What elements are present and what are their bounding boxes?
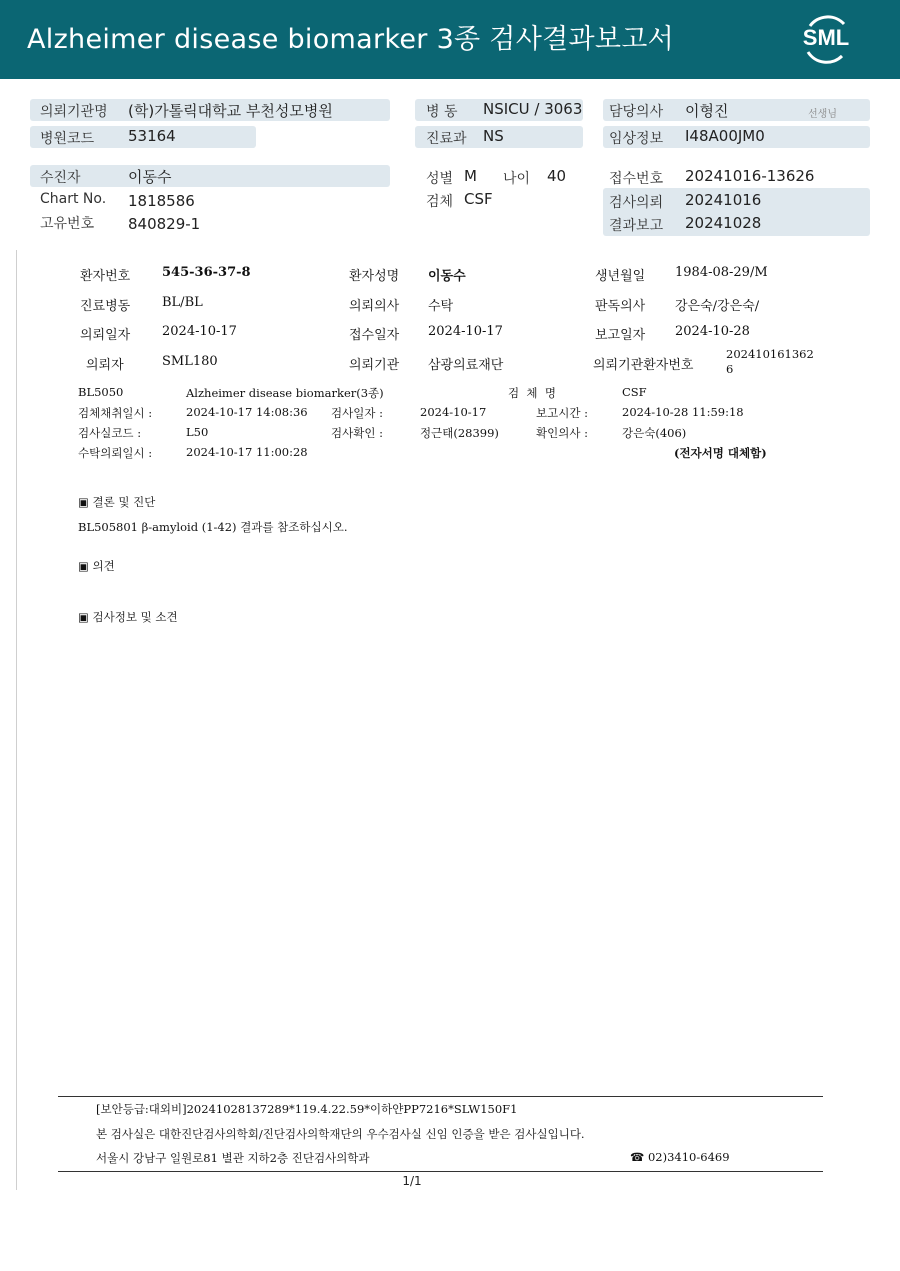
section-conclusion-heading: ▣ 결론 및 진단 <box>78 495 156 509</box>
footer-bottom-rule <box>58 1171 823 1172</box>
birth-value: 1984-08-29/M <box>675 265 768 280</box>
rep-date-value: 2024-10-28 <box>675 324 750 339</box>
req-date-value: 2024-10-17 <box>162 324 237 339</box>
esign-note: (전자서명 대체함) <box>674 446 767 460</box>
requester-value: SML180 <box>162 354 218 369</box>
contract-label: 수탁의뢰일시 : <box>78 446 153 460</box>
rec-date-label: 접수일자 <box>349 328 400 343</box>
test-date-label: 검사일자 : <box>331 406 383 420</box>
ward-value: NSICU / 3063 <box>483 100 583 118</box>
report-time-label: 보고시간 : <box>536 406 588 420</box>
specimen-value: CSF <box>464 190 493 208</box>
patient-name-value: 이동수 <box>428 269 466 284</box>
rep-date-label: 보고일자 <box>595 328 646 343</box>
test-name: Alzheimer disease biomarker(3종) <box>186 386 384 400</box>
clinical-value: I48A00JM0 <box>685 127 765 145</box>
req-date-label: 의뢰일자 <box>80 328 131 343</box>
hospital-code-label: 병원코드 <box>40 131 95 147</box>
confirm-doc-value: 강은숙(406) <box>622 426 687 440</box>
confirm-value: 정근태(28399) <box>420 426 499 440</box>
collect-value: 2024-10-17 14:08:36 <box>186 405 308 419</box>
req-inst-value: 삼광의료재단 <box>428 358 504 373</box>
collect-label: 검체채취일시 : <box>78 406 153 420</box>
rec-date-value: 2024-10-17 <box>428 324 503 339</box>
report-ward-label: 진료병동 <box>80 299 131 314</box>
reader-label: 판독의사 <box>595 299 646 314</box>
ward-label: 병 동 <box>426 104 458 120</box>
report-specimen-label: 검 체 명 <box>508 386 556 400</box>
request-label: 검사의뢰 <box>609 195 664 211</box>
test-code: BL5050 <box>78 385 124 399</box>
sex-label: 성별 <box>426 171 454 187</box>
req-doctor-label: 의뢰의사 <box>349 299 400 314</box>
receipt-value: 20241016-13626 <box>685 167 815 185</box>
confirm-label: 검사확인 : <box>331 426 383 440</box>
institution-label: 의뢰기관명 <box>40 104 108 120</box>
phone-line: ☎ 02)3410-6469 <box>630 1150 730 1164</box>
req-doctor-value: 수탁 <box>428 299 454 314</box>
conclusion-text: BL505801 β-amyloid (1-42) 결과를 참조하십시오. <box>78 520 348 534</box>
clinical-label: 임상정보 <box>609 131 664 147</box>
birth-label: 생년월일 <box>595 269 646 284</box>
specimen-label: 검체 <box>426 194 454 210</box>
report-specimen-value: CSF <box>622 385 647 399</box>
reader-value: 강은숙/강은숙/ <box>675 299 760 314</box>
unique-value: 840829-1 <box>128 215 201 233</box>
patient-name-label: 환자성명 <box>349 269 400 284</box>
report-time-value: 2024-10-28 11:59:18 <box>622 405 744 419</box>
doctor-value: 이형진 <box>685 102 729 120</box>
patient-no-value: 545-36-37-8 <box>162 265 251 280</box>
certification-line: 본 검사실은 대한진단검사의학회/진단검사의학재단의 우수검사실 신임 인증을 받은 검사실입니다. <box>96 1127 585 1141</box>
logo-text: SML <box>802 25 850 50</box>
chart-value: 1818586 <box>128 192 195 210</box>
hospital-code-value: 53164 <box>128 127 176 145</box>
unique-label: 고유번호 <box>40 216 95 232</box>
result-label: 결과보고 <box>609 218 664 234</box>
requester-label: 의뢰자 <box>86 358 124 373</box>
test-date-value: 2024-10-17 <box>420 405 487 419</box>
section-test-info-heading: ▣ 검사정보 및 소견 <box>78 610 178 624</box>
patient-no-label: 환자번호 <box>80 269 131 284</box>
dept-label: 진료과 <box>426 131 467 147</box>
security-line: [보안등급:대외비]20241028137289*119.4.22.59*이하얀PP7216*SLW150F1 <box>96 1102 518 1116</box>
age-label: 나이 <box>503 171 531 187</box>
address-line: 서울시 강남구 일원로81 별관 지하2층 진단검사의학과 <box>96 1151 370 1165</box>
req-patient-label: 의뢰기관환자번호 <box>593 358 694 373</box>
page-number: 1/1 <box>402 1174 422 1188</box>
receipt-label: 접수번호 <box>609 171 664 187</box>
lab-code-value: L50 <box>186 425 209 439</box>
page-edge-line <box>16 250 17 1190</box>
lab-code-label: 검사실코드 : <box>78 426 142 440</box>
result-value: 20241028 <box>685 214 762 232</box>
contract-value: 2024-10-17 11:00:28 <box>186 445 308 459</box>
report-ward-value: BL/BL <box>162 295 203 310</box>
footer-top-rule <box>58 1096 823 1097</box>
patient-value: 이동수 <box>128 168 172 186</box>
request-value: 20241016 <box>685 191 762 209</box>
dept-value: NS <box>483 127 504 145</box>
institution-value: (학)가톨릭대학교 부천성모병원 <box>128 102 333 120</box>
chart-label: Chart No. <box>40 191 107 207</box>
doctor-suffix: 선생님 <box>808 109 837 120</box>
age-value: 40 <box>547 167 567 185</box>
doctor-label: 담당의사 <box>609 104 664 120</box>
req-patient-value-2: 6 <box>726 362 734 376</box>
req-patient-value-1: 202410161362 <box>726 347 814 361</box>
patient-label: 수진자 <box>40 170 81 186</box>
req-inst-label: 의뢰기관 <box>349 358 400 373</box>
report-title: Alzheimer disease biomarker 3종 검사결과보고서 <box>27 24 674 55</box>
section-opinion-heading: ▣ 의견 <box>78 559 115 573</box>
sex-value: M <box>464 167 477 185</box>
confirm-doc-label: 확인의사 : <box>536 426 588 440</box>
